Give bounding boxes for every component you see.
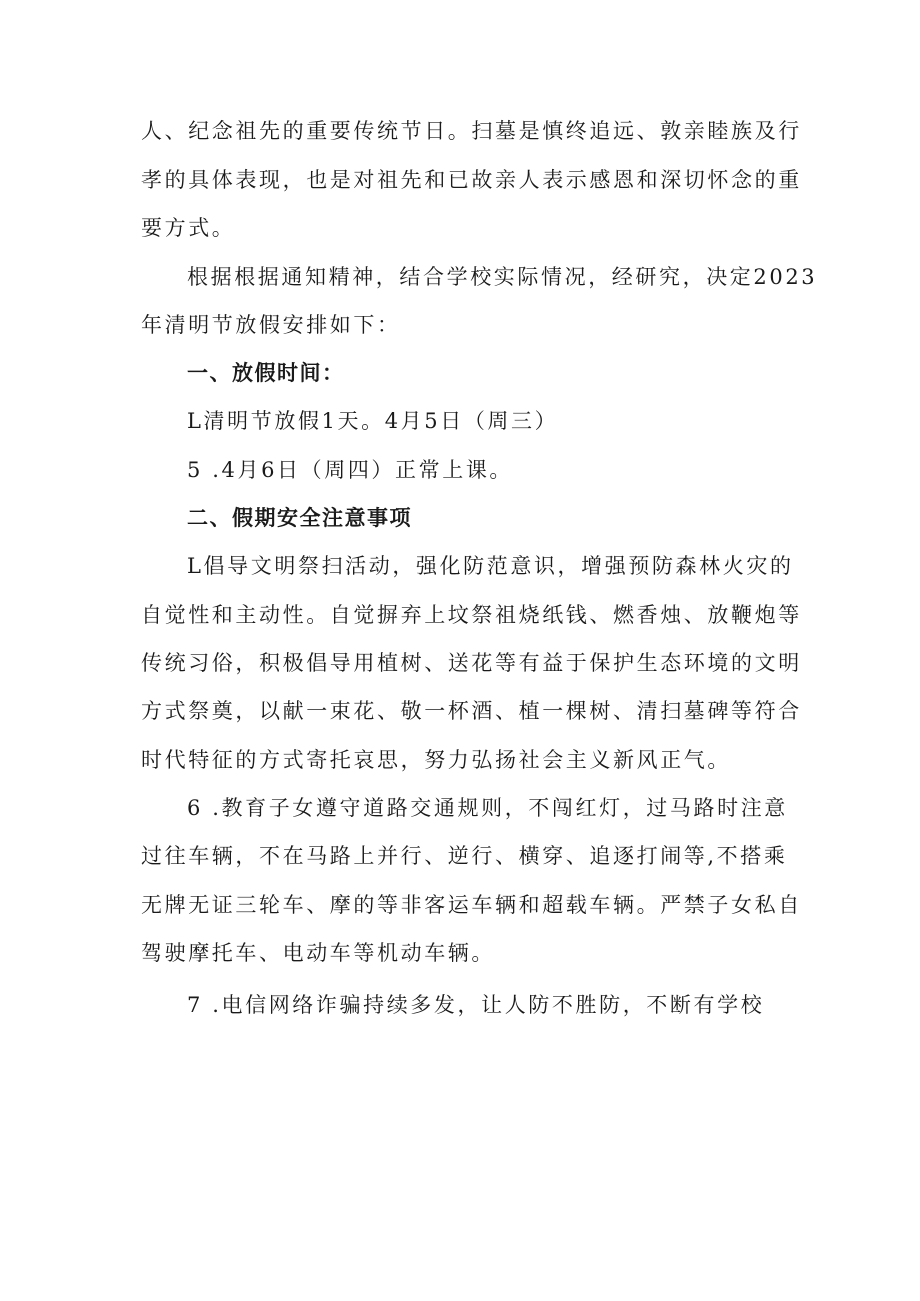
section-2-item-6-line-1: 6 .教育子女遵守道路交通规则，不闯红灯，过马路时注意	[187, 796, 788, 820]
section-1-item-2: 5 .4月6日（周四）正常上课。	[187, 458, 514, 482]
section-1-item-1: L清明节放假1天。4月5日（周三）	[187, 409, 559, 433]
section-2-item-l-line-2: 自觉性和主动性。自觉摒弃上坟祭祖烧纸钱、燃香烛、放鞭炮等	[141, 603, 802, 627]
section-2-item-l-line-4: 方式祭奠，以献一束花、敬一杯酒、植一棵树、清扫墓碑等符合	[141, 699, 802, 723]
section-2-item-l-line-3: 传统习俗，积极倡导用植树、送花等有益于保护生态环境的文明	[141, 651, 802, 675]
section-2-item-6-line-3: 无牌无证三轮车、摩的等非客运车辆和超载车辆。严禁子女私自	[141, 893, 802, 917]
section-2-item-6-line-2: 过往车辆，不在马路上并行、逆行、横穿、追逐打闹等,不搭乘	[141, 844, 788, 868]
paragraph-2-line-1: 根据根据通知精神，结合学校实际情况，经研究，决定2023	[187, 265, 818, 289]
section-1-heading: 一、放假时间：	[187, 361, 345, 385]
section-2-item-7-line-1: 7 .电信网络诈骗持续多发，让人防不胜防，不断有学校	[187, 993, 765, 1017]
section-2-heading: 二、假期安全注意事项	[187, 506, 412, 530]
paragraph-1-line-1: 人、纪念祖先的重要传统节日。扫墓是慎终追远、敦亲睦族及行	[141, 119, 802, 143]
paragraph-1-line-3: 要方式。	[141, 216, 236, 240]
section-2-item-6-line-4: 驾驶摩托车、电动车等机动车辆。	[141, 941, 495, 965]
paragraph-1-line-2: 孝的具体表现，也是对祖先和已故亲人表示感恩和深切怀念的重	[141, 168, 802, 192]
section-2-item-l-line-1: L倡导文明祭扫活动，强化防范意识，增强预防森林火灾的	[187, 554, 794, 578]
paragraph-2-line-2: 年清明节放假安排如下：	[141, 313, 401, 337]
section-2-item-l-line-5: 时代特征的方式寄托哀思，努力弘扬社会主义新风正气。	[141, 748, 731, 772]
